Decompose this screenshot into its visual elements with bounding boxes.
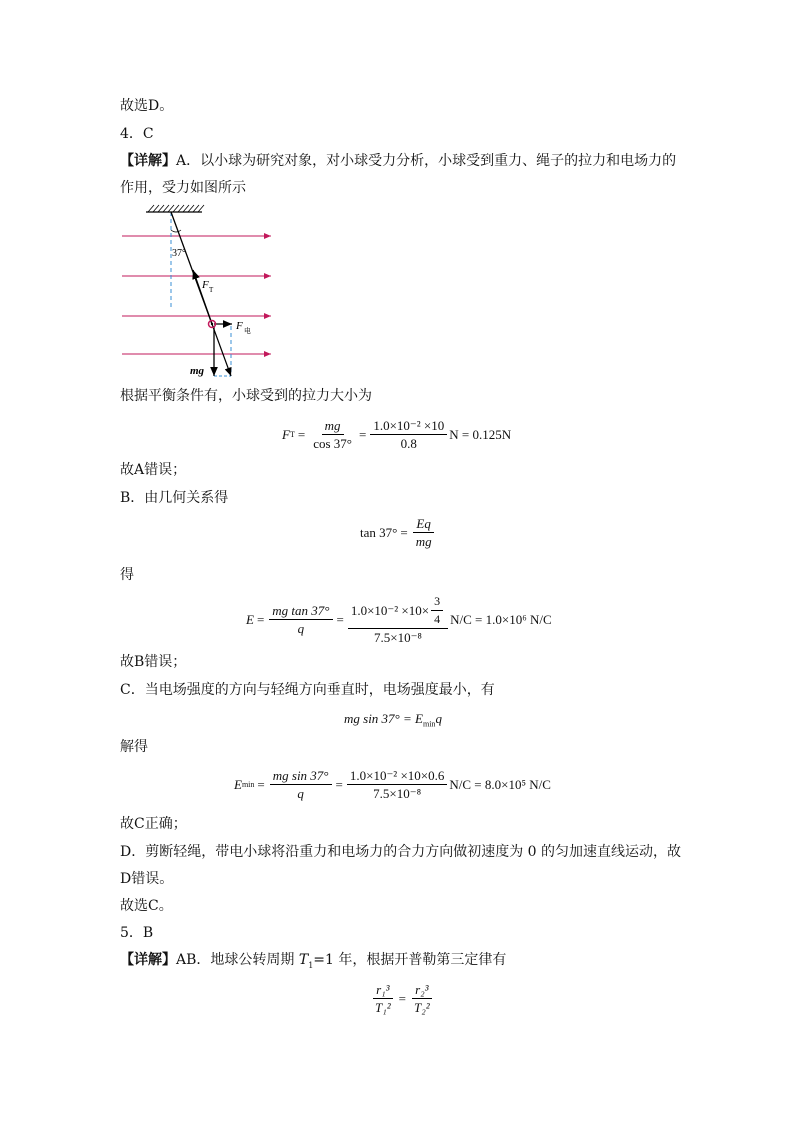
eq5-lhs-sub: min — [241, 780, 255, 789]
eq4-q: q — [435, 711, 442, 726]
eq2-equals: = — [400, 524, 408, 540]
equation-sin — [344, 711, 442, 729]
eq5-f1-num: mg sin 37° — [270, 768, 332, 785]
eq3-frac-1 — [269, 603, 332, 636]
text-select-c: 故选C。 — [120, 898, 173, 914]
detail-text: A．以小球为研究对象，对小球受力分析，小球受到重力、绳子的拉力和电场力的 — [176, 153, 677, 169]
eq2-frac — [413, 516, 435, 549]
eq1-frac-2 — [370, 418, 447, 451]
eq2-den: mg — [415, 534, 432, 549]
eq5-f2-den: 7.5×10⁻⁸ — [373, 786, 422, 801]
equation-tension — [282, 418, 511, 451]
eq1-f2-den: 0.8 — [400, 436, 417, 451]
eq6-l-num: r₁³ — [373, 982, 392, 999]
eq5-frac-2 — [347, 768, 448, 801]
eq6-equals: = — [398, 990, 406, 1006]
eq5-frac-1 — [270, 768, 332, 801]
eq1-tail: N = 0.125N — [449, 426, 512, 442]
eq3-tail: N/C = 1.0×10⁶ N/C — [450, 611, 552, 627]
eq3-inner-frac — [431, 594, 443, 627]
eq1-lhs: F — [282, 426, 290, 442]
eq3-f2-num-a: 1.0×10⁻² ×10× — [350, 603, 430, 618]
detail-ab-a: AB．地球公转周期 — [176, 952, 299, 968]
eq1-lhs-sub: T — [289, 430, 295, 439]
eq4-E: E — [415, 711, 423, 726]
ft-label: F — [202, 279, 209, 291]
eq2-num: Eq — [413, 516, 433, 533]
detail-line-a-cont: 作用，受力如图所示 — [120, 180, 246, 196]
angle-label: 37° — [172, 248, 186, 259]
eq6-r-num: r₂³ — [412, 982, 431, 999]
eq5-equals-2: = — [335, 776, 343, 792]
eq3-inner-den: 4 — [434, 612, 441, 626]
eq6-l-den: T₁² — [375, 1000, 391, 1015]
force-diagram — [118, 200, 278, 382]
resultant-arrow — [212, 324, 231, 376]
eq1-f2-num: 1.0×10⁻² ×10 — [370, 418, 447, 435]
eq5-lhs: E — [234, 776, 242, 792]
detail-bracket-2: 【详解】 — [120, 952, 176, 968]
eq4-E-sub: min — [422, 719, 436, 729]
eq3-f2-den: 7.5×10⁻⁸ — [373, 630, 422, 645]
eq3-frac-2 — [348, 594, 448, 645]
text-a-wrong: 故A错误； — [120, 462, 187, 478]
text-de: 得 — [120, 567, 134, 583]
detail-line-ab — [120, 950, 506, 976]
eq3-f1-num: mg tan 37° — [269, 603, 332, 620]
text-d-wrong: D错误。 — [120, 871, 174, 887]
mg-label: mg — [190, 365, 205, 377]
eq6-frac-left — [372, 982, 394, 1015]
eq4-lhs: mg sin 37° = — [344, 711, 416, 726]
question-5-answer: 5．B — [120, 925, 154, 941]
eq1-f1-num: mg — [322, 418, 344, 435]
text-b-wrong: 故B错误； — [120, 654, 187, 670]
eq3-inner-num: 3 — [431, 594, 443, 611]
ceiling — [146, 205, 204, 212]
eq5-equals: = — [257, 776, 265, 792]
eq5-f1-den: q — [297, 786, 304, 801]
eq1-equals-2: = — [358, 426, 367, 442]
text-equilibrium: 根据平衡条件有，小球受到的拉力大小为 — [120, 388, 372, 404]
eq6-frac-right — [411, 982, 433, 1015]
fe-label: F — [236, 320, 243, 332]
fe-sub-label: 电 — [244, 327, 251, 335]
detail-ab-T: T — [298, 952, 309, 968]
text-d-cut: D．剪断轻绳，带电小球将沿重力和电场力的合力方向做初速度为 0 的匀加速直线运动，故 — [120, 844, 682, 860]
question-4-answer: 4．C — [120, 126, 154, 142]
eq2-lhs: tan 37° — [360, 524, 398, 540]
eq1-f1-den: cos 37° — [313, 436, 352, 451]
angle-arc — [171, 230, 181, 232]
detail-line-a — [120, 151, 676, 171]
text-c-correct: 故C正确； — [120, 816, 187, 832]
equation-emin — [234, 768, 551, 801]
eq3-equals: = — [256, 611, 265, 627]
text-line-select-d: 故选D。 — [120, 98, 174, 114]
text-c-min: C．当电场强度的方向与轻绳方向垂直时，电场强度最小，有 — [120, 682, 495, 698]
eq5-f2-num: 1.0×10⁻² ×10×0.6 — [347, 768, 448, 785]
eq3-lhs: E — [246, 611, 254, 627]
eq1-equals: = — [297, 426, 306, 442]
eq3-f1-den: q — [297, 621, 305, 636]
eq1-frac-1 — [310, 418, 355, 451]
text-b-geometry: B．由几何关系得 — [120, 490, 229, 506]
detail-ab-b: =1 年，根据开普勒第三定律有 — [313, 952, 507, 968]
ft-sub-label: T — [209, 286, 214, 294]
detail-ab-sub: 1 — [308, 960, 314, 970]
equation-kepler — [370, 982, 435, 1015]
eq5-tail: N/C = 8.0×10⁵ N/C — [449, 776, 551, 792]
equation-tan — [360, 516, 437, 549]
eq3-equals-2: = — [336, 611, 344, 627]
detail-bracket: 【详解】 — [120, 153, 176, 169]
text-solve: 解得 — [120, 739, 148, 755]
equation-e-field — [246, 594, 552, 645]
eq3-f2-num — [348, 594, 448, 629]
eq6-r-den: T₂² — [414, 1000, 430, 1015]
